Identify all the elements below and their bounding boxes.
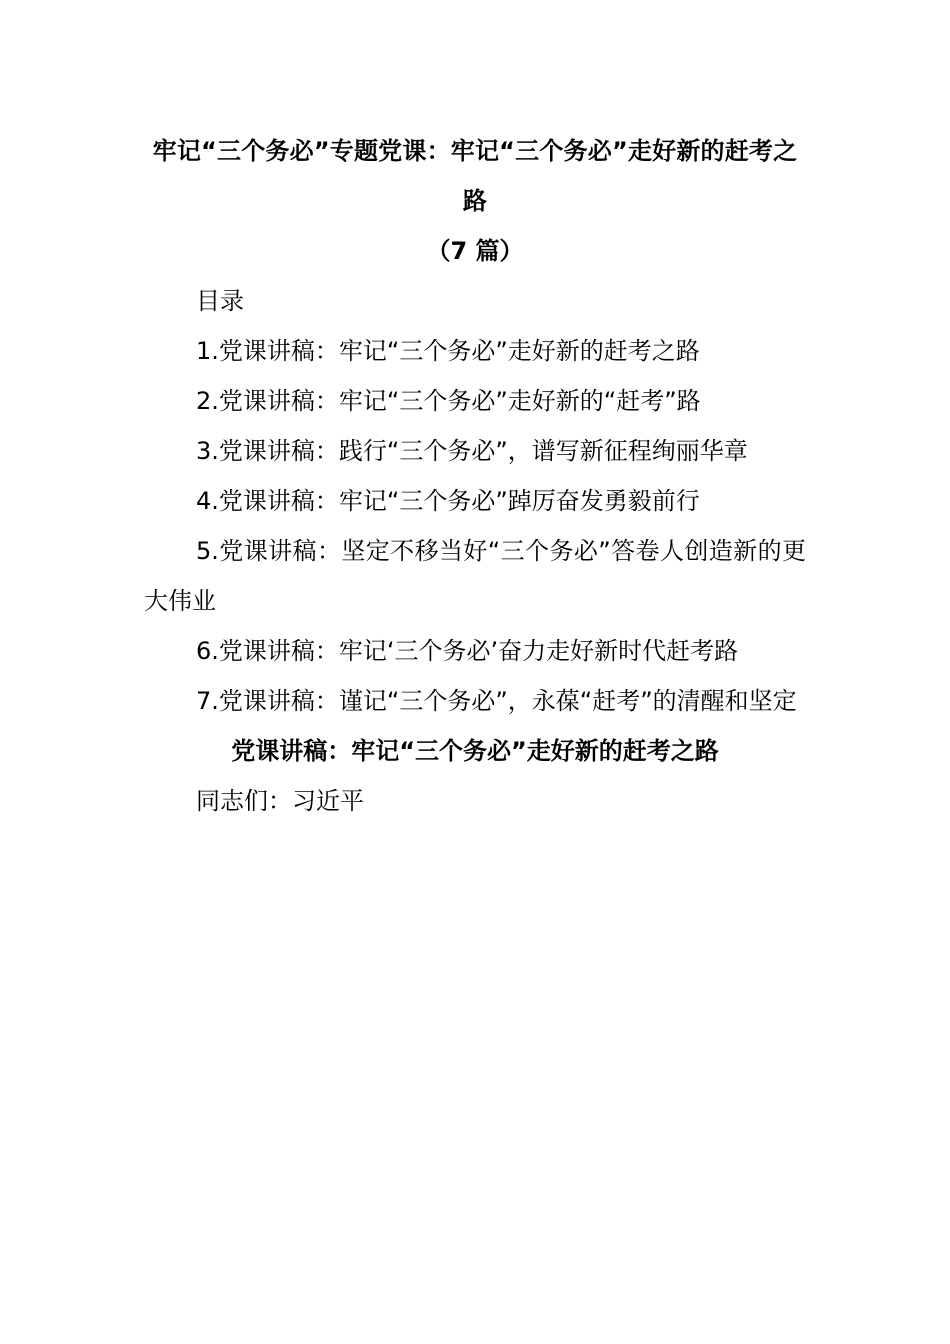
document-title: 牢记“三个务必”专题党课：牢记“三个务必”走好新的赶考之路 <box>152 137 798 215</box>
toc-item-6: 6.党课讲稿：牢记‘三个务必’奋力走好新时代赶考路 <box>196 637 739 665</box>
toc-heading: 目录 <box>196 287 244 315</box>
toc-item-2: 2.党课讲稿：牢记“三个务必”走好新的“赶考”路 <box>196 387 701 415</box>
toc-item-3: 3.党课讲稿：践行“三个务必”，谱写新征程绚丽华章 <box>196 437 748 465</box>
section-heading: 党课讲稿：牢记“三个务必”走好新的赶考之路 <box>231 737 719 765</box>
toc-item-7: 7.党课讲稿：谨记“三个务必”，永葆“赶考”的清醒和坚定 <box>196 687 797 715</box>
toc-item-1: 1.党课讲稿：牢记“三个务必”走好新的赶考之路 <box>196 337 700 365</box>
toc-item-4: 4.党课讲稿：牢记“三个务必”踔厉奋发勇毅前行 <box>196 487 700 515</box>
document-subtitle: （7 篇） <box>426 237 524 265</box>
toc-item-5: 5.党课讲稿：坚定不移当好“三个务必”答卷人创造新的更大伟业 <box>144 537 806 615</box>
document-page <box>144 126 806 826</box>
body-paragraph: 同志们：习近平 <box>196 787 364 815</box>
